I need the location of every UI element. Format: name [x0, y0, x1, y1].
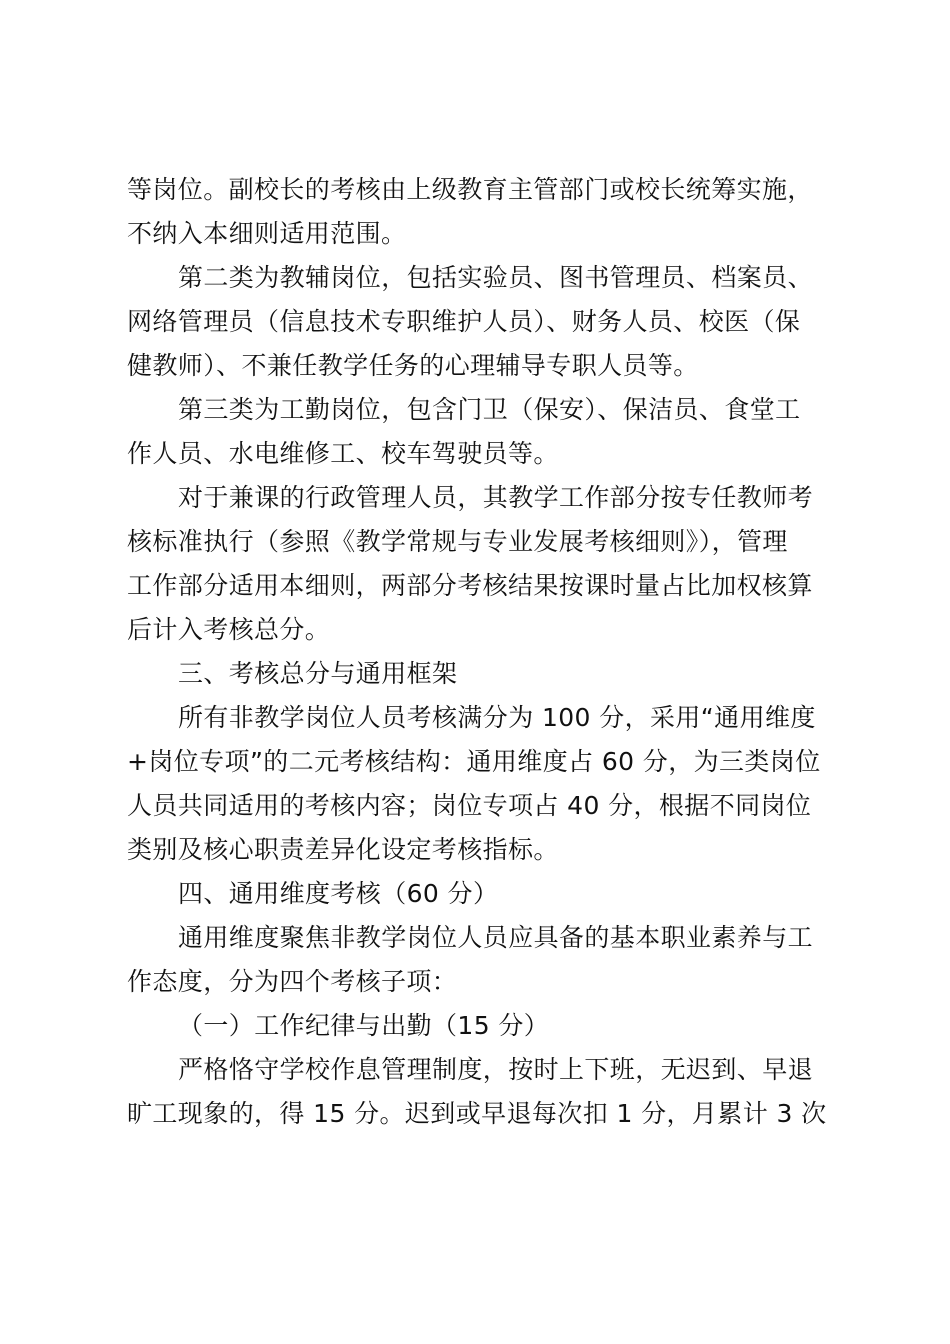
text-line: 核标准执行（参照《教学常规与专业发展考核细则》），管理: [127, 527, 788, 556]
text-line: 类别及核心职责差异化设定考核指标。: [127, 835, 559, 864]
text-line: 后计入考核总分。: [127, 615, 331, 644]
document-page: [127, 168, 837, 1136]
text-line: 工作部分适用本细则，两部分考核结果按课时量占比加权核算: [127, 571, 813, 600]
section-heading: 三、考核总分与通用框架: [178, 659, 458, 688]
section-heading: 四、通用维度考核（60 分）: [178, 879, 499, 908]
text-line: 人员共同适用的考核内容；岗位专项占 40 分，根据不同岗位: [127, 791, 812, 820]
text-line: 网络管理员（信息技术专职维护人员）、财务人员、校医（保: [127, 307, 801, 336]
text-line: 健教师）、不兼任教学任务的心理辅导专职人员等。: [127, 351, 699, 380]
text-line: 不纳入本细则适用范围。: [127, 219, 407, 248]
text-line: +岗位专项”的二元考核结构：通用维度占 60 分，为三类岗位: [127, 747, 821, 776]
text-line: 第二类为教辅岗位，包括实验员、图书管理员、档案员、: [178, 263, 814, 292]
text-line: 作人员、水电维修工、校车驾驶员等。: [127, 439, 559, 468]
text-line: 旷工现象的，得 15 分。迟到或早退每次扣 1 分，月累计 3 次: [127, 1099, 827, 1128]
text-line: 第三类为工勤岗位，包含门卫（保安）、保洁员、食堂工: [178, 395, 801, 424]
text-line: 作态度，分为四个考核子项：: [127, 967, 458, 996]
text-line: 严格恪守学校作息管理制度，按时上下班，无迟到、早退: [178, 1055, 814, 1084]
text-line: 所有非教学岗位人员考核满分为 100 分，采用“通用维度: [178, 703, 816, 732]
text-line: 通用维度聚焦非教学岗位人员应具备的基本职业素养与工: [178, 923, 814, 952]
text-line: 对于兼课的行政管理人员，其教学工作部分按专任教师考: [178, 483, 814, 512]
subsection-heading: （一）工作纪律与出勤（15 分）: [178, 1011, 550, 1040]
text-line: 等岗位。副校长的考核由上级教育主管部门或校长统筹实施，: [127, 175, 813, 204]
